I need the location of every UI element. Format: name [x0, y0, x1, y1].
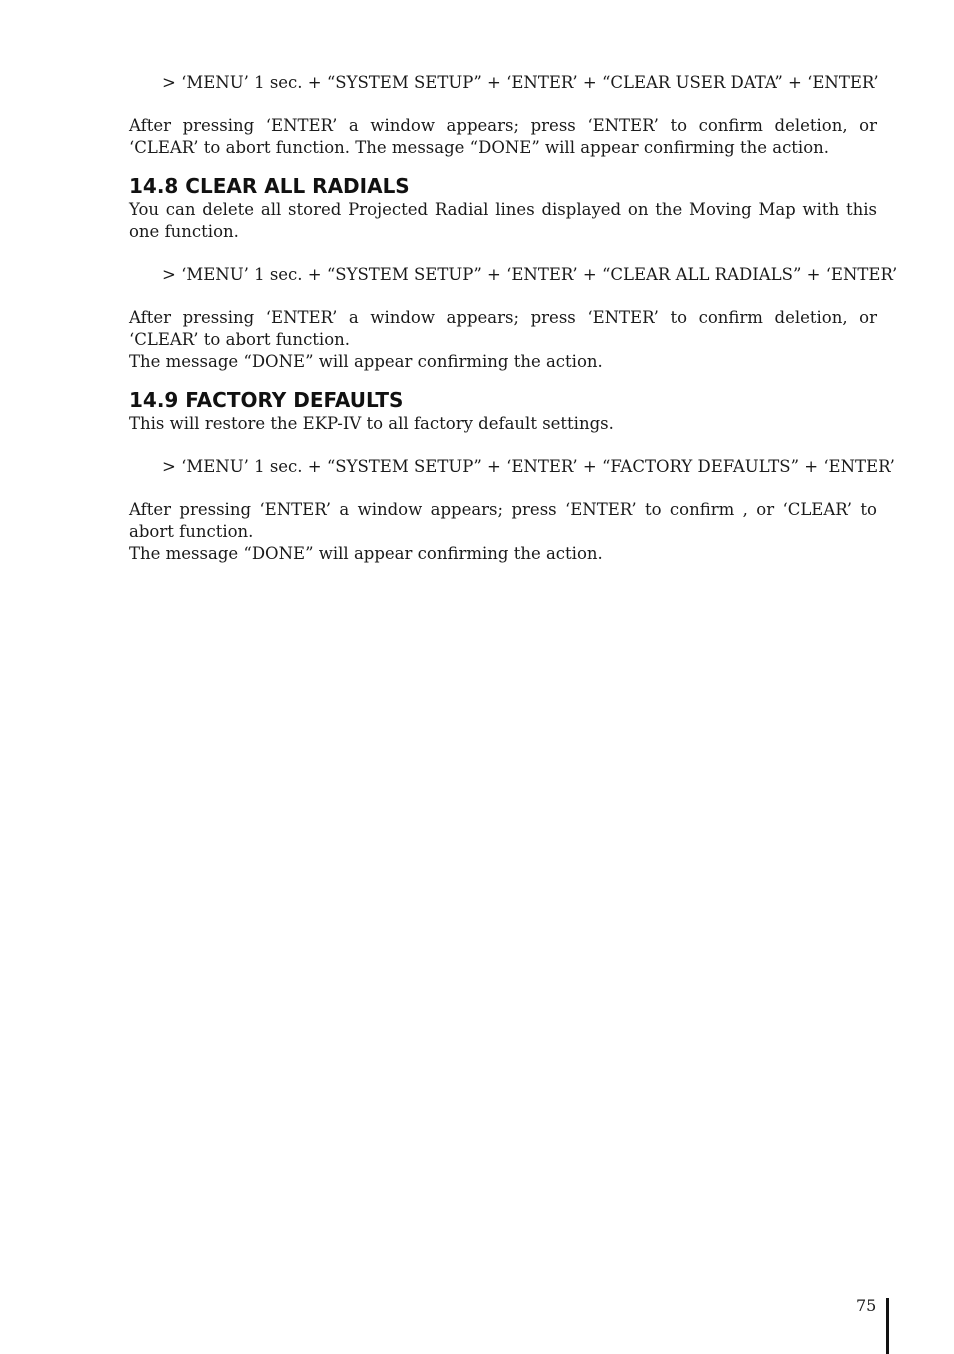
clear-user-data-command: > ‘MENU’ 1 sec. + “SYSTEM SETUP” + ‘ENTER’ + “CLEAR USER DATA” + ‘ENTER’: [162, 73, 879, 92]
section-heading-clear-all-radials: 14.8 CLEAR ALL RADIALS: [129, 174, 410, 198]
page-content: [129, 72, 898, 565]
clear-all-radials-confirm-text: After pressing ‘ENTER’ a window appears; press ‘ENTER’ to confirm deletion, or ‘CLEAR’ to abort function.: [129, 308, 877, 349]
factory-defaults-confirm-text: After pressing ‘ENTER’ a window appears; press ‘ENTER’ to confirm , or ‘CLEAR’ to abort function.: [129, 500, 877, 541]
section-heading-factory-defaults: 14.9 FACTORY DEFAULTS: [129, 388, 404, 412]
factory-defaults-description: This will restore the EKP-IV to all factory default settings.: [129, 414, 614, 433]
factory-defaults-command: > ‘MENU’ 1 sec. + “SYSTEM SETUP” + ‘ENTER’ + “FACTORY DEFAULTS” + ‘ENTER’: [162, 457, 895, 476]
clear-user-data-confirm-text: After pressing ‘ENTER’ a window appears; press ‘ENTER’ to confirm deletion, or ‘CLEAR’ to abort function. The message “DONE” will appear confirming the action.: [129, 116, 877, 157]
clear-all-radials-done-text: The message “DONE” will appear confirming the action.: [129, 352, 603, 371]
factory-defaults-done-text: The message “DONE” will appear confirming the action.: [129, 544, 603, 563]
page-number: 75: [856, 1296, 877, 1315]
page-edge-rule: [886, 1298, 889, 1354]
clear-all-radials-description: You can delete all stored Projected Radial lines displayed on the Moving Map with this one function.: [129, 200, 877, 241]
clear-all-radials-command: > ‘MENU’ 1 sec. + “SYSTEM SETUP” + ‘ENTER’ + “CLEAR ALL RADIALS” + ‘ENTER’: [162, 265, 898, 284]
